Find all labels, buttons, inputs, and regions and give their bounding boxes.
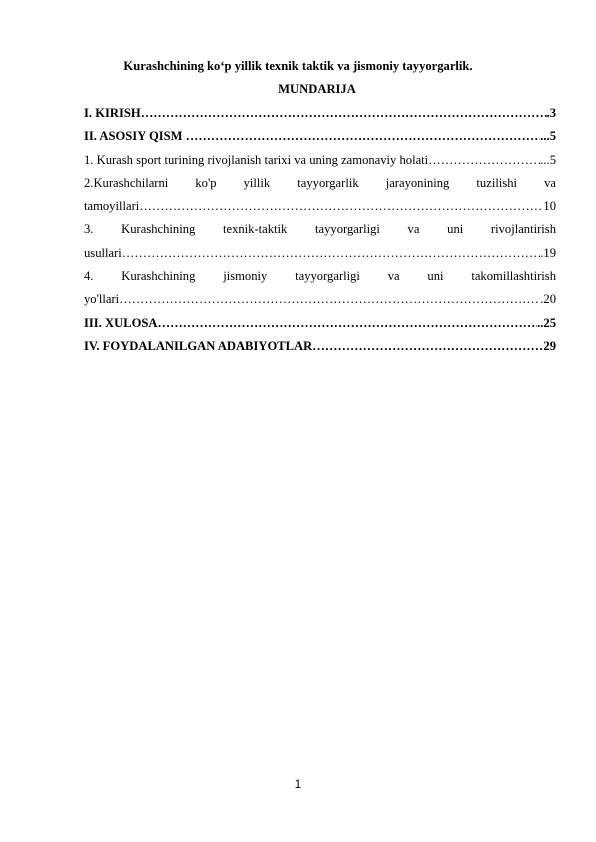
toc-entry-continuation xyxy=(84,195,556,218)
toc-entry-title: II. ASOSIY QISM xyxy=(84,129,186,144)
toc-entry-section-1[interactable] xyxy=(84,149,556,172)
toc-entry-title: 4. Kurashchining jismoniy tayyorgarligi va uni takomillashtirish xyxy=(84,269,556,284)
toc-leader-dots xyxy=(186,125,541,148)
toc-entry-title: 3. Kurashchining texnik-taktik tayyorgarligi va uni rivojlantirish xyxy=(84,222,556,237)
toc-leader-dots xyxy=(428,149,540,172)
toc-entry-references[interactable] xyxy=(84,335,556,358)
toc-leader-dots xyxy=(119,288,540,311)
toc-entry-title: I. KIRISH xyxy=(84,106,141,120)
toc-entry-title: 1. Kurash sport turining rivojlanish tarixi va uning zamonaviy holati xyxy=(84,152,429,167)
toc-entry-title-continued: usullari xyxy=(84,245,122,260)
toc-entry-introduction[interactable] xyxy=(84,102,556,125)
toc-entry-continuation xyxy=(84,242,556,265)
table-of-contents xyxy=(84,102,556,358)
toc-entry-main-part[interactable] xyxy=(84,125,556,148)
toc-page-number: .19 xyxy=(540,245,556,260)
toc-entry-conclusion[interactable] xyxy=(84,312,556,335)
toc-page-number: 29 xyxy=(543,338,556,353)
toc-entry-section-3[interactable] xyxy=(84,218,556,265)
toc-entry-section-2[interactable] xyxy=(84,172,556,219)
toc-page-number: 10 xyxy=(543,199,556,214)
contents-heading: MUNDARIJA xyxy=(278,82,356,96)
toc-entry-title: III. XULOSA xyxy=(84,315,158,330)
toc-leader-dots xyxy=(157,312,537,335)
toc-leader-dots xyxy=(141,102,547,125)
toc-leader-dots xyxy=(139,195,543,218)
document-title: Kurashchining ko‘p yillik texnik taktik va jismoniy tayyorgarlik. xyxy=(123,59,473,73)
page-number: 1 xyxy=(294,779,302,791)
toc-page-number: ..25 xyxy=(537,315,556,330)
toc-leader-dots xyxy=(122,242,540,265)
toc-entry-title-continued: yo'llari xyxy=(84,292,120,307)
toc-entry-title: IV. FOYDALANILGAN ADABIYOTLAR xyxy=(84,338,313,353)
toc-entry-title-continued: tamoyillari xyxy=(84,199,140,214)
toc-leader-dots xyxy=(312,335,543,358)
toc-page-number: .20 xyxy=(540,292,556,307)
toc-page-number: ...5 xyxy=(540,152,556,167)
toc-page-number: ...5 xyxy=(540,129,556,144)
toc-entry-title: 2.Kurashchilarni ko'p yillik tayyorgarlik jarayonining tuzilishi va xyxy=(84,175,556,190)
toc-entry-continuation xyxy=(84,288,556,311)
toc-page-number: .3 xyxy=(546,106,556,120)
toc-entry-section-4[interactable] xyxy=(84,265,556,312)
